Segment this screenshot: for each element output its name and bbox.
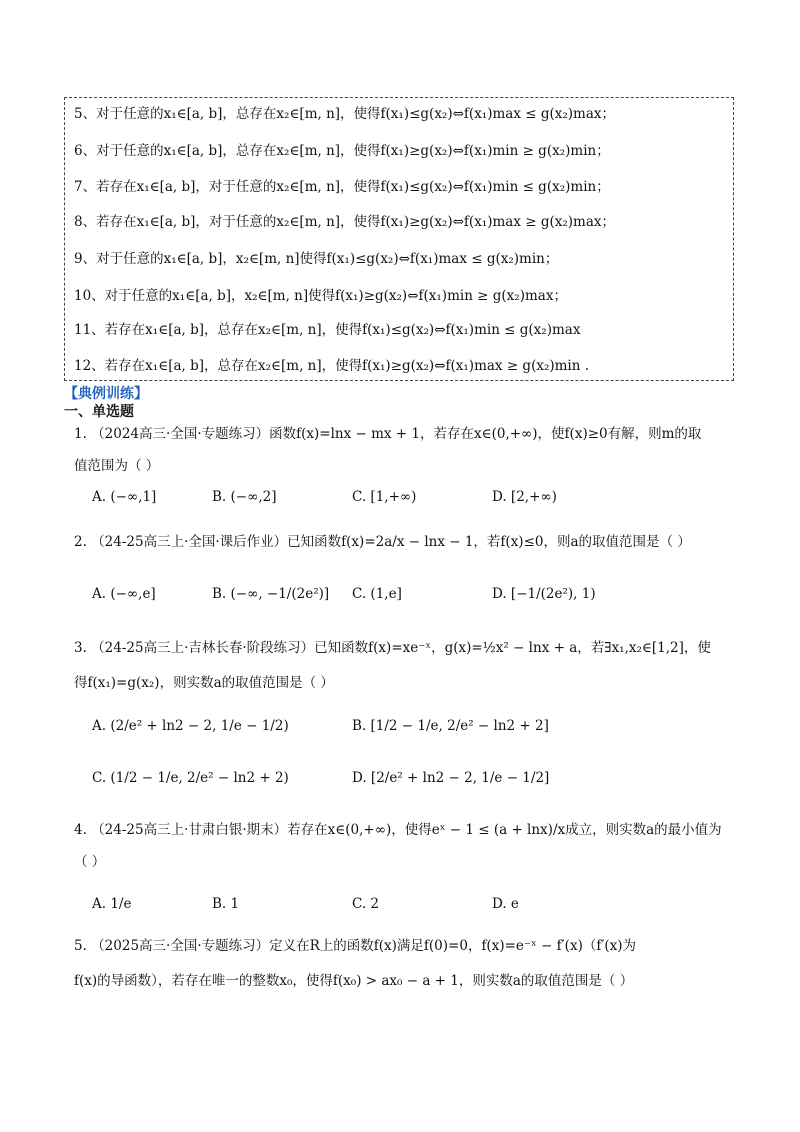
rule-5: 5、对于任意的x₁∈[a, b]，总存在x₂∈[m, n]，使得f(x₁)≤g(x₂)⇔f(x₁)max ≤ g(x₂)max； (74, 106, 616, 122)
question-1-option-b: B. (−∞,2] (212, 489, 277, 505)
question-3-text-cont: 得f(x₁)=g(x₂)，则实数a的取值范围是（ ） (74, 675, 334, 691)
question-4-option-b: B. 1 (212, 896, 240, 912)
question-4-option-d: D. e (492, 896, 519, 912)
question-4-option-a: A. 1/e (92, 896, 132, 912)
rule-12: 12、若存在x₁∈[a, b]，总存在x₂∈[m, n]，使得f(x₁)≥g(x₂)⇔f(x₁)max ≥ g(x₂)min . (74, 358, 590, 374)
rule-9: 9、对于任意的x₁∈[a, b]，x₂∈[m, n]使得f(x₁)≤g(x₂)⇔f(x₁)max ≤ g(x₂)min； (74, 251, 559, 267)
example-heading: 【典例训练】 (64, 386, 148, 402)
question-3-text: 3. （24-25高三上·吉林长春·阶段练习）已知函数f(x)=xe⁻ˣ，g(x)=½x² − lnx + a，若∃x₁,x₂∈[1,2]，使 (74, 640, 711, 656)
section-heading: 一、单选题 (64, 404, 134, 420)
question-1-option-d: D. [2,+∞) (492, 489, 557, 505)
question-1-option-c: C. [1,+∞) (352, 489, 417, 505)
question-3-option-a: A. (2/e² + ln2 − 2, 1/e − 1/2) (92, 718, 289, 734)
question-5-text: 5. （2025高三·全国·专题练习）定义在R上的函数f(x)满足f(0)=0，f(x)=e⁻ˣ − f′(x)（f′(x)为 (74, 938, 637, 954)
question-3-option-d: D. [2/e² + ln2 − 2, 1/e − 1/2] (352, 770, 550, 786)
question-4-text-cont: （ ） (74, 854, 106, 870)
rule-6: 6、对于任意的x₁∈[a, b]，总存在x₂∈[m, n]，使得f(x₁)≥g(x₂)⇔f(x₁)min ≥ g(x₂)min； (74, 143, 610, 159)
question-2-option-a: A. (−∞,e] (92, 586, 156, 602)
question-3-option-b: B. [1/2 − 1/e, 2/e² − ln2 + 2] (352, 718, 549, 734)
question-1-option-a: A. (−∞,1] (92, 489, 157, 505)
question-2-option-d: D. [−1/(2e²), 1) (492, 586, 596, 602)
question-2-option-b: B. (−∞, −1/(2e²)] (212, 586, 330, 602)
rule-10: 10、对于任意的x₁∈[a, b]，x₂∈[m, n]使得f(x₁)≥g(x₂)⇔f(x₁)min ≥ g(x₂)max； (74, 288, 567, 304)
question-4-option-c: C. 2 (352, 896, 380, 912)
question-1-text: 1. （2024高三·全国·专题练习）函数f(x)=lnx − mx + 1，若存在x∈(0,+∞)，使f(x)≥0有解，则m的取 (74, 426, 702, 442)
question-5-text-cont: f(x)的导函数），若存在唯一的整数x₀，使得f(x₀) > ax₀ − a + 1，则实数a的取值范围是（ ） (74, 973, 634, 989)
question-3-option-c: C. (1/2 − 1/e, 2/e² − ln2 + 2) (92, 770, 289, 786)
question-4-text: 4. （24-25高三上·甘肃白银·期末）若存在x∈(0,+∞)，使得eˣ − 1 ≤ (a + lnx)/x成立，则实数a的最小值为 (74, 822, 722, 838)
rule-8: 8、若存在x₁∈[a, b]，对于任意的x₂∈[m, n]，使得f(x₁)≥g(x₂)⇔f(x₁)max ≥ g(x₂)max； (74, 214, 616, 230)
question-2-option-c: C. (1,e] (352, 586, 402, 602)
question-2-text: 2. （24-25高三上·全国·课后作业）已知函数f(x)=2a/x − lnx − 1，若f(x)≤0，则a的取值范围是（ ） (74, 534, 691, 550)
rule-7: 7、若存在x₁∈[a, b]，对于任意的x₂∈[m, n]，使得f(x₁)≤g(x₂)⇔f(x₁)min ≤ g(x₂)min； (74, 179, 610, 195)
question-1-text-cont: 值范围为（ ） (74, 458, 160, 474)
rule-11: 11、若存在x₁∈[a, b]，总存在x₂∈[m, n]，使得f(x₁)≤g(x₂)⇔f(x₁)min ≤ g(x₂)max (74, 322, 581, 338)
